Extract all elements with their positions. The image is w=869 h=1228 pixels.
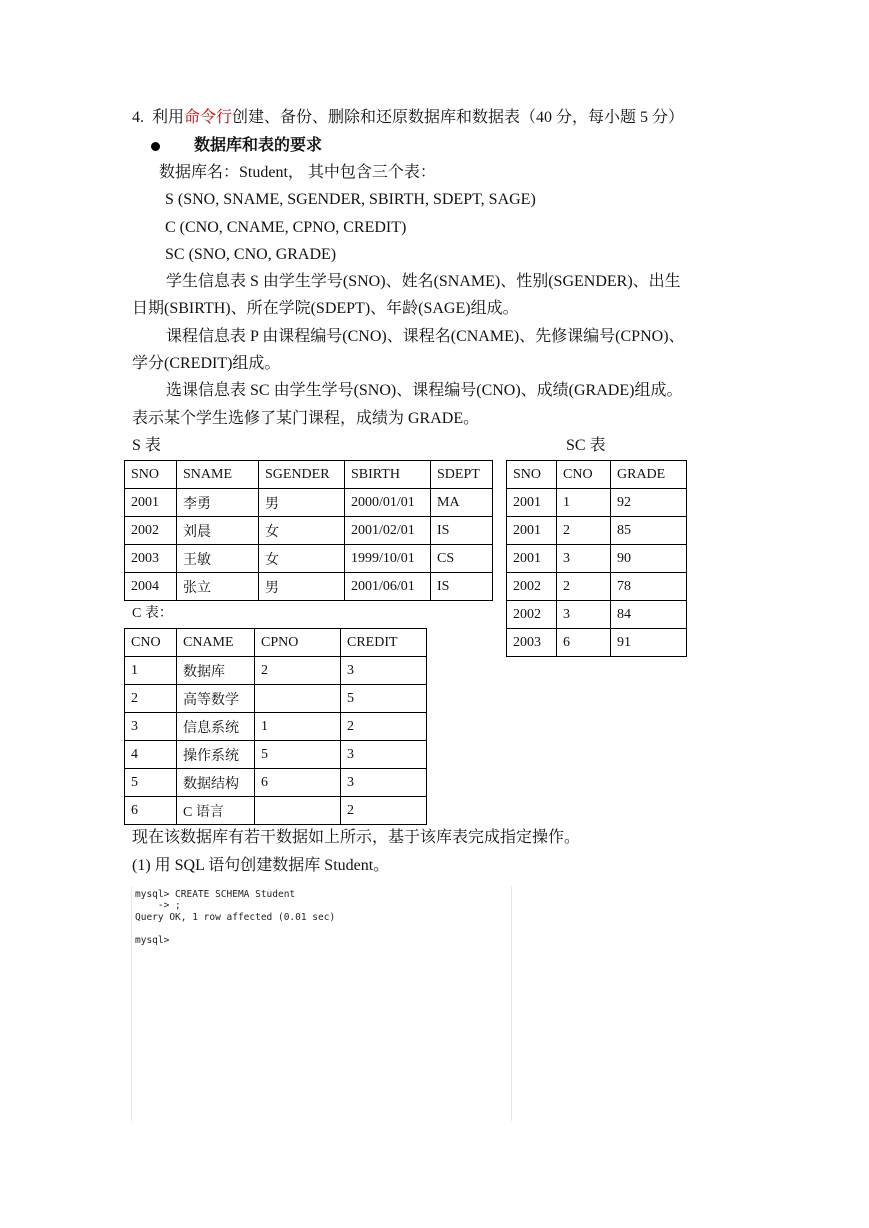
table-row: [125, 517, 493, 545]
table-cell: 2002: [125, 517, 177, 545]
question-heading: [132, 108, 684, 128]
table-cell: 数据库: [177, 657, 255, 685]
table-cell: 信息系统: [177, 713, 255, 741]
table-cell: 2001: [507, 545, 557, 573]
footer-text: 现在该数据库有若干数据如上所示，基于该库表完成指定操作。: [132, 829, 581, 846]
table-cell: 2004: [125, 573, 177, 601]
table-row: [125, 657, 427, 685]
table-cell: 2001/02/01: [345, 517, 431, 545]
table-header-row: [507, 461, 687, 489]
paragraph-line: 表示某个学生选修了某门课程，成绩为 GRADE。: [132, 410, 480, 427]
table-cell: 3: [341, 769, 427, 797]
table-header-cell: CREDIT: [341, 629, 427, 657]
table-cell: 2: [255, 657, 341, 685]
table-cell: 2001: [125, 489, 177, 517]
table-header-cell: GRADE: [611, 461, 687, 489]
table-cell: 5: [341, 685, 427, 713]
table-cell: C 语言: [177, 797, 255, 825]
table-cell: IS: [431, 517, 493, 545]
table-cell: 5: [255, 741, 341, 769]
table-row: [125, 573, 493, 601]
table-header-cell: SNO: [507, 461, 557, 489]
paragraph-line: 学生信息表 S 由学生学号(SNO)、姓名(SNAME)、性别(SGENDER)、出生: [166, 273, 681, 290]
table-cell: 李勇: [177, 489, 259, 517]
mysql-console: [131, 886, 512, 1121]
table-cell: [255, 797, 341, 825]
table-row: [507, 517, 687, 545]
schema-s: S (SNO, SNAME, SGENDER, SBIRTH, SDEPT, SAGE): [165, 191, 536, 208]
schema-sc: SC (SNO, CNO, GRADE): [165, 246, 337, 263]
table-cell: 3: [557, 545, 611, 573]
table-cell: 2003: [507, 629, 557, 657]
table-cell: 数据结构: [177, 769, 255, 797]
heading-post: 创建、备份、删除和还原数据库和数据表（40 分，每小题 5 分）: [232, 109, 685, 126]
table-cell: [255, 685, 341, 713]
paragraph-line: 学分(CREDIT)组成。: [132, 355, 281, 372]
sc-table-caption: SC 表: [566, 437, 606, 454]
sc-table: [506, 460, 687, 657]
heading-pre: 利用: [152, 109, 185, 126]
table-header-row: [125, 461, 493, 489]
table-row: [125, 489, 493, 517]
schema-c: C (CNO, CNAME, CPNO, CREDIT): [165, 219, 407, 236]
table-cell: 操作系统: [177, 741, 255, 769]
table-row: [507, 629, 687, 657]
table-cell: 1: [557, 489, 611, 517]
table-cell: 6: [255, 769, 341, 797]
table-cell: 78: [611, 573, 687, 601]
table-cell: 92: [611, 489, 687, 517]
db-intro: 数据库名：Student， 其中包含三个表：: [159, 164, 436, 181]
table-cell: 男: [259, 489, 345, 517]
table-row: [507, 573, 687, 601]
table-cell: 2001/06/01: [345, 573, 431, 601]
bullet-dot-icon: [151, 142, 160, 151]
console-line: mysql> CREATE SCHEMA Student: [135, 889, 296, 900]
table-cell: 男: [259, 573, 345, 601]
table-row: [125, 685, 427, 713]
table-cell: 3: [125, 713, 177, 741]
table-cell: 85: [611, 517, 687, 545]
paragraph-line: 课程信息表 P 由课程编号(CNO)、课程名(CNAME)、先修课编号(CPNO)、: [166, 328, 685, 345]
table-cell: 1999/10/01: [345, 545, 431, 573]
table-header-cell: CNO: [557, 461, 611, 489]
console-prompt[interactable]: mysql>: [135, 935, 170, 946]
table-cell: 1: [125, 657, 177, 685]
table-cell: 6: [557, 629, 611, 657]
table-cell: 2000/01/01: [345, 489, 431, 517]
table-cell: 2: [557, 517, 611, 545]
table-cell: 3: [341, 657, 427, 685]
heading-highlight: 命令行: [184, 109, 233, 126]
table-cell: 2: [557, 573, 611, 601]
s-table-caption: S 表: [132, 437, 161, 454]
table-cell: 6: [125, 797, 177, 825]
c-table: [124, 628, 427, 825]
table-cell: 张立: [177, 573, 259, 601]
paragraph-line: 选课信息表 SC 由学生学号(SNO)、课程编号(CNO)、成绩(GRADE)组成。: [166, 382, 683, 399]
table-header-cell: SNAME: [177, 461, 259, 489]
table-cell: 2: [341, 713, 427, 741]
table-header-cell: CPNO: [255, 629, 341, 657]
table-cell: 2001: [507, 489, 557, 517]
table-cell: 1: [255, 713, 341, 741]
s-table: [124, 460, 493, 601]
table-cell: IS: [431, 573, 493, 601]
table-cell: 91: [611, 629, 687, 657]
console-line: Query OK, 1 row affected (0.01 sec): [135, 912, 336, 923]
question-1: (1) 用 SQL 语句创建数据库 Student。: [132, 857, 390, 874]
table-header-cell: SBIRTH: [345, 461, 431, 489]
table-cell: 84: [611, 601, 687, 629]
table-row: [125, 545, 493, 573]
table-cell: 刘晨: [177, 517, 259, 545]
table-cell: 2001: [507, 517, 557, 545]
table-cell: 4: [125, 741, 177, 769]
table-header-cell: SGENDER: [259, 461, 345, 489]
table-header-cell: CNO: [125, 629, 177, 657]
table-cell: 高等数学: [177, 685, 255, 713]
table-cell: MA: [431, 489, 493, 517]
table-row: [507, 601, 687, 629]
table-row: [125, 797, 427, 825]
table-header-cell: SDEPT: [431, 461, 493, 489]
table-row: [125, 713, 427, 741]
table-cell: 2: [125, 685, 177, 713]
table-cell: 女: [259, 517, 345, 545]
paragraph-line: 日期(SBIRTH)、所在学院(SDEPT)、年龄(SAGE)组成。: [132, 300, 519, 317]
table-row: [507, 545, 687, 573]
table-cell: 90: [611, 545, 687, 573]
section-title: 数据库和表的要求: [194, 137, 323, 154]
table-header-row: [125, 629, 427, 657]
table-cell: 2: [341, 797, 427, 825]
table-cell: 女: [259, 545, 345, 573]
table-row: [125, 741, 427, 769]
table-header-cell: CNAME: [177, 629, 255, 657]
question-number: 4.: [132, 109, 144, 126]
c-table-caption: C 表：: [132, 606, 173, 621]
table-row: [125, 769, 427, 797]
console-line: -> ;: [135, 900, 181, 911]
table-cell: 2003: [125, 545, 177, 573]
table-cell: 3: [557, 601, 611, 629]
table-cell: 5: [125, 769, 177, 797]
table-cell: CS: [431, 545, 493, 573]
table-row: [507, 489, 687, 517]
table-cell: 3: [341, 741, 427, 769]
table-header-cell: SNO: [125, 461, 177, 489]
table-cell: 2002: [507, 601, 557, 629]
table-cell: 王敏: [177, 545, 259, 573]
table-cell: 2002: [507, 573, 557, 601]
